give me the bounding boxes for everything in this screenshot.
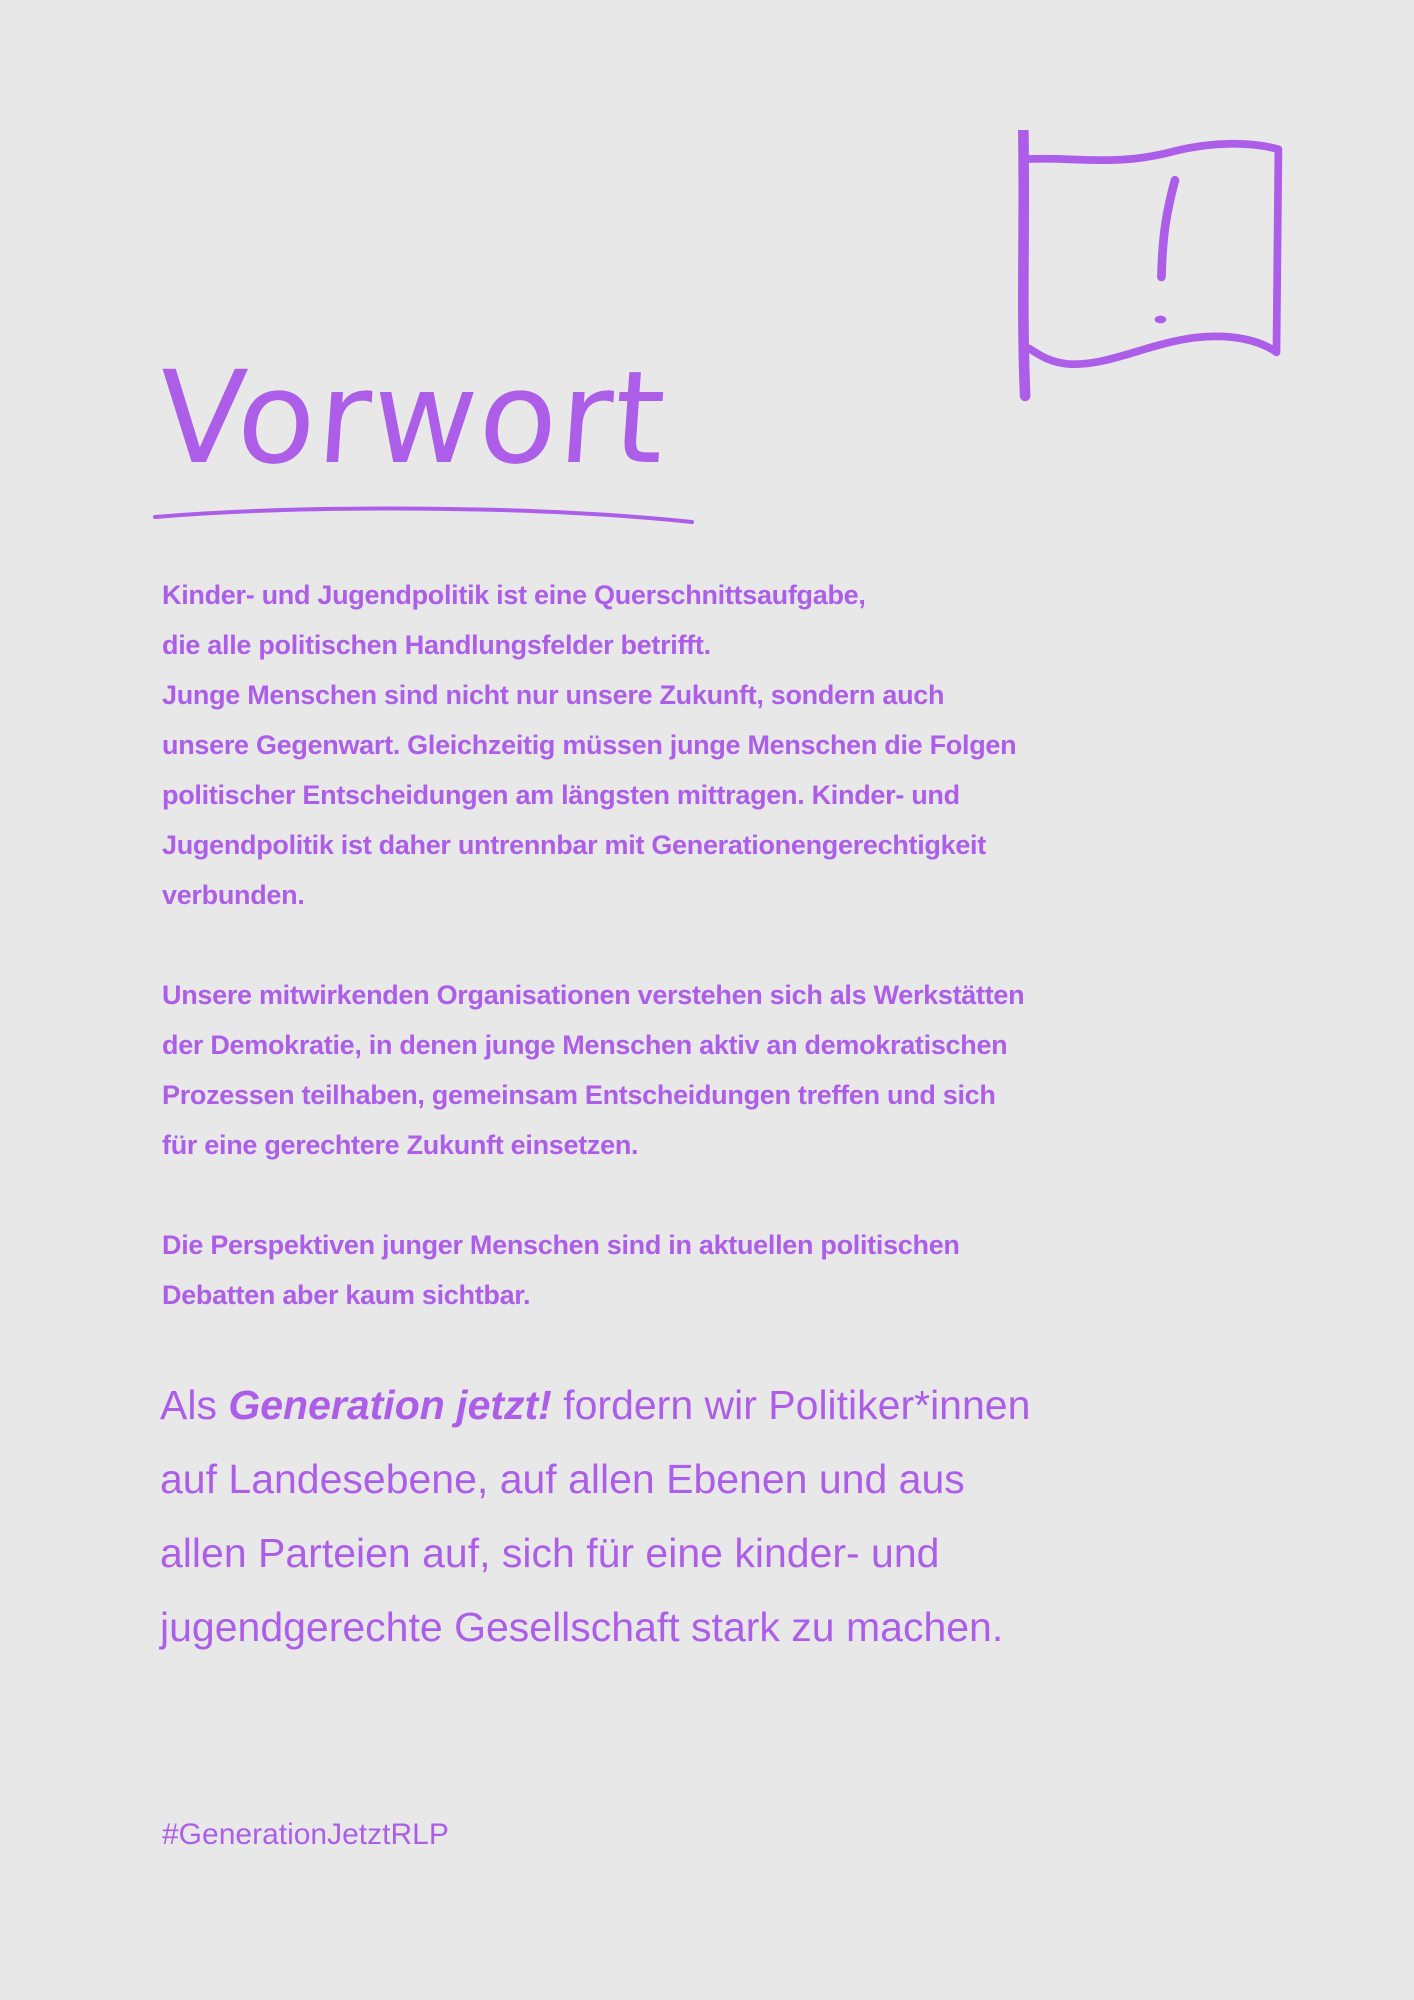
text-line: Kinder- und Jugendpolitik ist eine Querschnittsaufgabe, <box>162 580 866 610</box>
text-line: der Demokratie, in denen junge Menschen aktiv an demokratischen <box>162 1030 1008 1060</box>
callout-prefix: Als <box>160 1382 229 1428</box>
text-line: unsere Gegenwart. Gleichzeitig müssen junge Menschen die Folgen <box>162 730 1017 760</box>
callout-statement <box>160 1368 1030 1664</box>
text-line: die alle politischen Handlungsfelder betrifft. <box>162 630 711 660</box>
perspectives-paragraph <box>162 1220 960 1320</box>
text-line: Jugendpolitik ist daher untrennbar mit Generationengerechtigkeit <box>162 830 986 860</box>
text-line <box>160 1368 1030 1442</box>
hashtag: #GenerationJetztRLP <box>162 1818 449 1851</box>
text-line: allen Parteien auf, sich für eine kinder- und <box>160 1530 940 1576</box>
flag-exclamation-icon <box>1000 130 1290 420</box>
page-title: Vorwort <box>152 344 672 493</box>
text-line: Prozessen teilhaben, gemeinsam Entscheidungen treffen und sich <box>162 1080 996 1110</box>
text-line: Debatten aber kaum sichtbar. <box>162 1280 531 1310</box>
text-line: Die Perspektiven junger Menschen sind in aktuellen politischen <box>162 1230 960 1260</box>
intro-paragraph <box>162 570 1016 920</box>
callout-emphasis: Generation jetzt! <box>228 1382 552 1428</box>
callout-line1-rest: fordern wir Politiker*innen <box>551 1382 1031 1428</box>
text-line: Junge Menschen sind nicht nur unsere Zukunft, sondern auch <box>162 680 945 710</box>
text-line: verbunden. <box>162 880 305 910</box>
text-line: für eine gerechtere Zukunft einsetzen. <box>162 1130 639 1160</box>
organisations-paragraph <box>162 970 1024 1170</box>
title-underline <box>150 500 700 530</box>
text-line: jugendgerechte Gesellschaft stark zu machen. <box>160 1604 1004 1650</box>
text-line: auf Landesebene, auf allen Ebenen und aus <box>160 1456 965 1502</box>
text-line: Unsere mitwirkenden Organisationen verstehen sich als Werkstätten <box>162 980 1025 1010</box>
text-line: politischer Entscheidungen am längsten mittragen. Kinder- und <box>162 780 960 810</box>
